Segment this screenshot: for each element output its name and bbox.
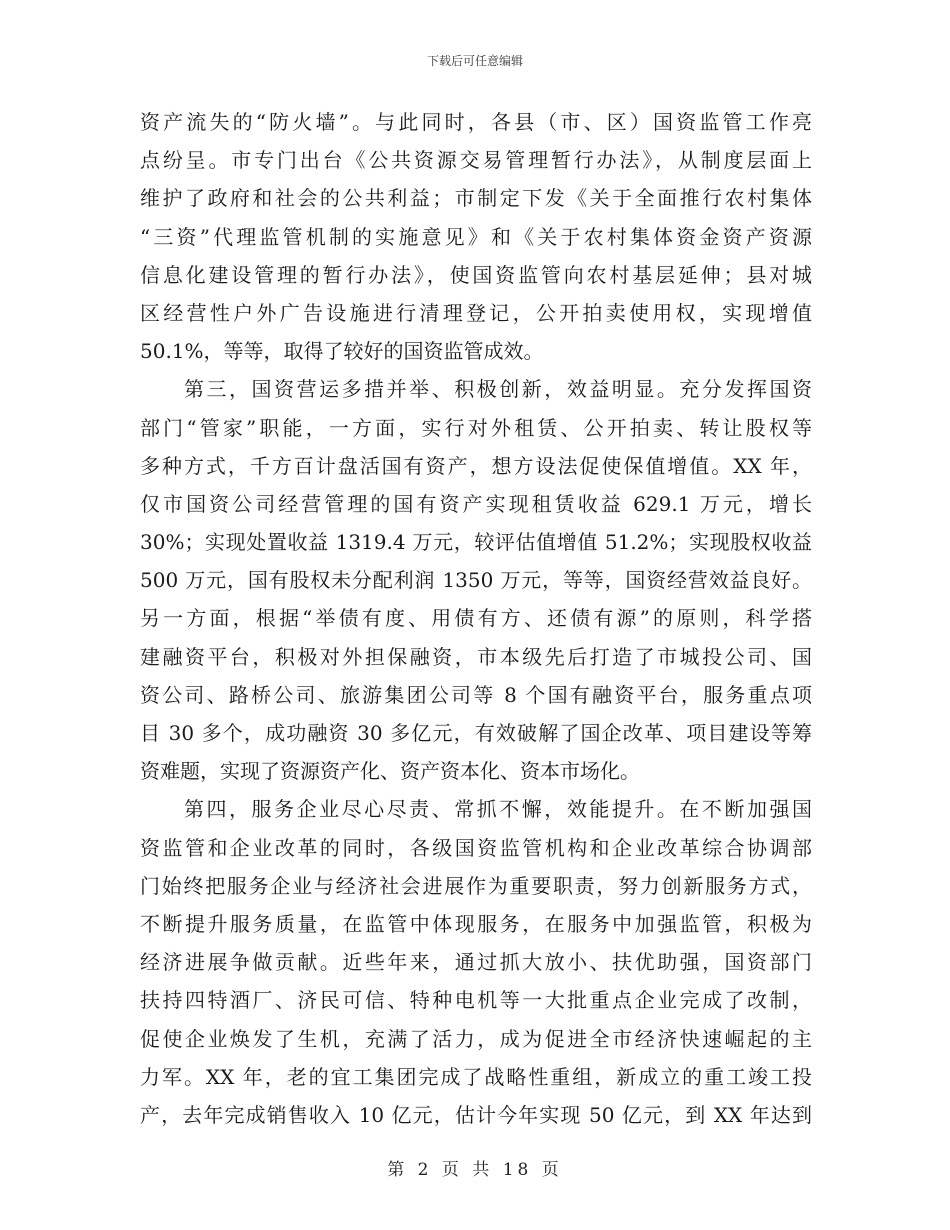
text-line: 扶持四特酒厂、济民可信、特种电机等一大批重点企业完成了改制，	[140, 988, 812, 1013]
paragraph-2	[140, 370, 812, 790]
text-line: 力军。XX 年，老的宜工集团完成了战略性重组，新成立的重工竣工投	[140, 1064, 812, 1089]
text-line: 500 万元，国有股权未分配利润 1350 万元，等等，国资经营效益良好。	[140, 568, 812, 593]
page-number-footer: 第 2 页 共 18 页	[387, 1160, 563, 1180]
text-line: 仅市国资公司经营管理的国有资产实现租赁收益 629.1 万元，增长	[140, 491, 812, 516]
page-header: 下载后可任意编辑	[426, 54, 523, 68]
text-line: 区经营性户外广告设施进行清理登记，公开拍卖使用权，实现增值	[140, 300, 812, 325]
text-line: 第四，服务企业尽心尽责、常抓不懈，效能提升。在不断加强国	[184, 797, 812, 822]
text-line: 维护了政府和社会的公共利益；市制定下发《关于全面推行农村集体	[140, 186, 812, 211]
text-line: 产，去年完成销售收入 10 亿元，估计今年实现 50 亿元，到 XX 年达到	[140, 1102, 812, 1127]
text-line: 点纷呈。市专门出台《公共资源交易管理暂行办法》，从制度层面上	[140, 148, 812, 173]
text-line: 门始终把服务企业与经济社会进展作为重要职责，努力创新服务方式，	[140, 873, 812, 898]
text-line: 资监管和企业改革的同时，各级国资监管机构和企业改革综合协调部	[140, 835, 812, 860]
text-line: 促使企业焕发了生机，充满了活力，成为促进全市经济快速崛起的主	[140, 1026, 812, 1051]
text-line: 不断提升服务质量，在监管中体现服务，在服务中加强监管，积极为	[140, 911, 812, 936]
text-line: 多种方式，千方百计盘活国有资产，想方设法促使保值增值。XX 年，	[140, 453, 812, 478]
text-line: 信息化建设管理的暂行办法》，使国资监管向农村基层延伸；县对城	[140, 262, 812, 287]
text-line: 目 30 多个，成功融资 30 多亿元，有效破解了国企改革、项目建设等筹	[140, 721, 812, 745]
text-line: 另一方面，根据“举债有度、用债有方、还债有源”的原则，科学搭	[140, 606, 812, 631]
text-line: 部门“管家”职能，一方面，实行对外租赁、公开拍卖、转让股权等	[140, 415, 812, 440]
paragraph-1	[140, 103, 812, 370]
text-line: 资产流失的“防火墙”。与此同时，各县（市、区）国资监管工作亮	[140, 110, 812, 134]
paragraph-3	[140, 790, 812, 1134]
text-line: 资公司、路桥公司、旅游集团公司等 8 个国有融资平台，服务重点项	[140, 682, 812, 707]
text-line: 经济进展争做贡献。近些年来，通过抓大放小、扶优助强，国资部门	[140, 950, 812, 975]
text-line: 30%；实现处置收益 1319.4 万元，较评估值增值 51.2%；实现股权收益	[140, 530, 812, 555]
text-line: 建融资平台，积极对外担保融资，市本级先后打造了市城投公司、国	[140, 644, 812, 669]
text-line: “三资”代理监管机制的实施意见》和《关于农村集体资金资产资源	[140, 224, 812, 249]
text-line: 资难题，实现了资源资产化、资产资本化、资本市场化。	[140, 759, 640, 784]
text-line: 第三，国资营运多措并举、积极创新，效益明显。充分发挥国资	[184, 377, 812, 402]
document-body	[140, 103, 812, 1134]
text-line: 50.1%，等等，取得了较好的国资监管成效。	[140, 339, 544, 364]
